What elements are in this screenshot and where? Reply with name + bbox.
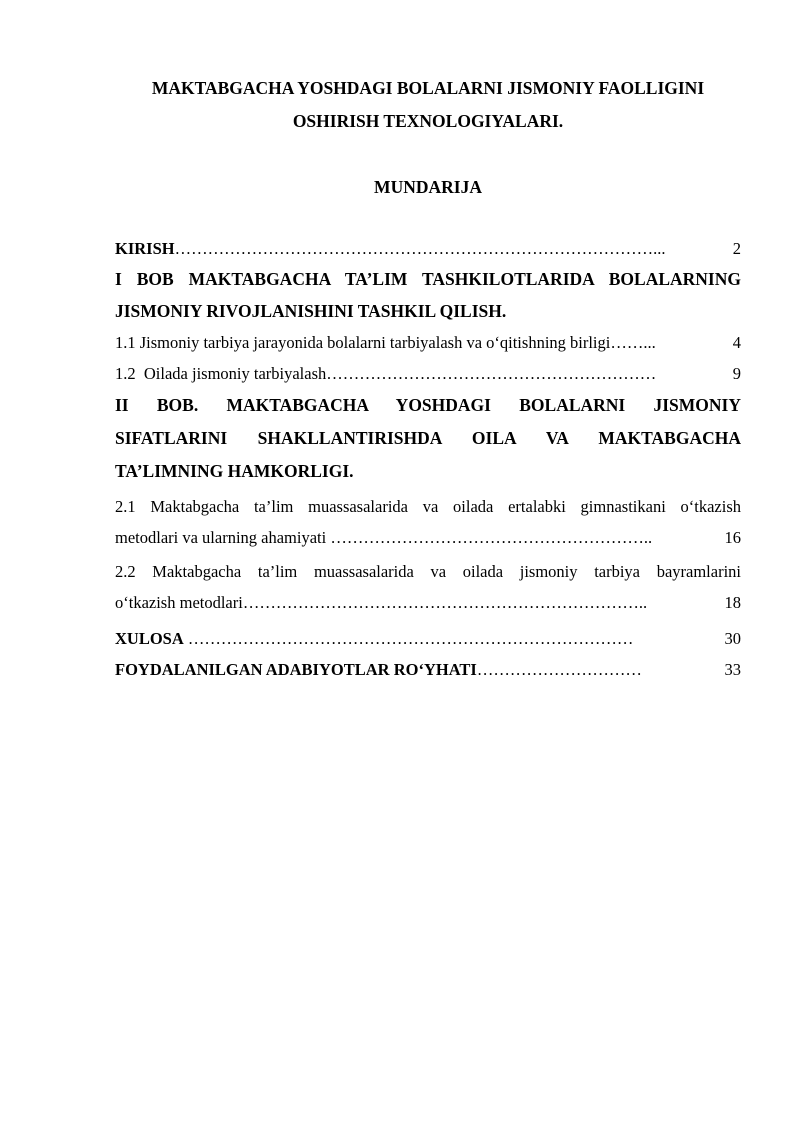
toc-entry-label: o‘tkazish metodlari	[115, 593, 243, 612]
chapter-1-line-2: JISMONIY RIVOJLANISHINI TASHKIL QILISH.	[115, 300, 507, 321]
toc-entry-1-2[interactable]	[115, 358, 741, 389]
toc-entry-1-1[interactable]	[115, 327, 741, 358]
toc-leader-dots: ………………………………………………………………………	[183, 629, 634, 648]
toc-page-number: 2	[732, 239, 741, 258]
title-line-1: MAKTABGACHA YOSHDAGI BOLALARNI JISMONIY FAOLLIGINI	[151, 78, 705, 98]
title-line-2: OSHIRISH TEXNOLOGIYALARI.	[292, 111, 564, 131]
section-2-1-line-2	[115, 522, 741, 553]
toc-entry-2-1[interactable]	[115, 491, 741, 553]
toc-entry-label: 1.2 Oilada jismoniy tarbiyalash	[115, 364, 327, 383]
toc-leader-dots: ………………………………………………………………..	[242, 593, 648, 612]
document-title	[115, 72, 741, 138]
toc-entry-label: KIRISH	[115, 239, 175, 258]
section-2-2-line-1: 2.2 Maktabgacha ta’lim muassasalarida va oilada jismoniy tarbiya bayramlarini	[115, 562, 741, 581]
chapter-2-line-3: TA’LIMNING HAMKORLIGI.	[115, 461, 354, 481]
chapter-2-line-1: II BOB. MAKTABGACHA YOSHDAGI BOLALARNI JISMONIY	[115, 395, 741, 415]
toc-page-number: 4	[732, 333, 741, 352]
toc-heading: MUNDARIJA	[374, 177, 482, 197]
chapter-1-line-1: I BOB MAKTABGACHA TA’LIM TASHKILOTLARIDA BOLALARNING	[115, 269, 741, 289]
toc-page-number: 18	[724, 593, 741, 612]
table-of-contents	[115, 234, 741, 685]
toc-page-number: 9	[732, 364, 741, 383]
toc-page-number: 33	[724, 660, 741, 679]
toc-entry-label: XULOSA	[115, 629, 184, 648]
toc-entry-adabiyotlar[interactable]	[115, 654, 741, 685]
toc-leader-dots: ……………………………………………………………………………...	[174, 239, 666, 258]
document-page	[115, 72, 741, 685]
toc-leader-dots: ……………………………………………………	[326, 364, 657, 383]
toc-page-number: 16	[724, 528, 741, 547]
toc-entry-xulosa[interactable]	[115, 623, 741, 654]
section-2-2-line-2	[115, 587, 741, 618]
toc-entry-label: metodlari va ularning ahamiyati	[115, 528, 331, 547]
chapter-2-line-2: SIFATLARINI SHAKLLANTIRISHDA OILA VA MAKTABGACHA	[115, 428, 741, 448]
toc-entry-kirish[interactable]	[115, 234, 741, 263]
toc-page-number: 30	[724, 629, 741, 648]
toc-entry-chapter-1[interactable]	[115, 264, 741, 327]
toc-entry-chapter-2[interactable]	[115, 389, 741, 488]
toc-entry-2-2[interactable]	[115, 556, 741, 618]
toc-leader-dots: …………………………………………………..	[330, 528, 653, 547]
section-2-1-line-1: 2.1 Maktabgacha ta’lim muassasalarida va oilada ertalabki gimnastikani o‘tkazish	[115, 497, 741, 516]
toc-leader-dots: ……...	[610, 333, 656, 352]
toc-entry-label: 1.1 Jismoniy tarbiya jarayonida bolalarni tarbiyalash va o‘qitishning birligi	[115, 333, 611, 352]
toc-entry-label: FOYDALANILGAN ADABIYOTLAR RO‘YHATI	[115, 660, 477, 679]
toc-leader-dots: …………………………	[476, 660, 642, 679]
